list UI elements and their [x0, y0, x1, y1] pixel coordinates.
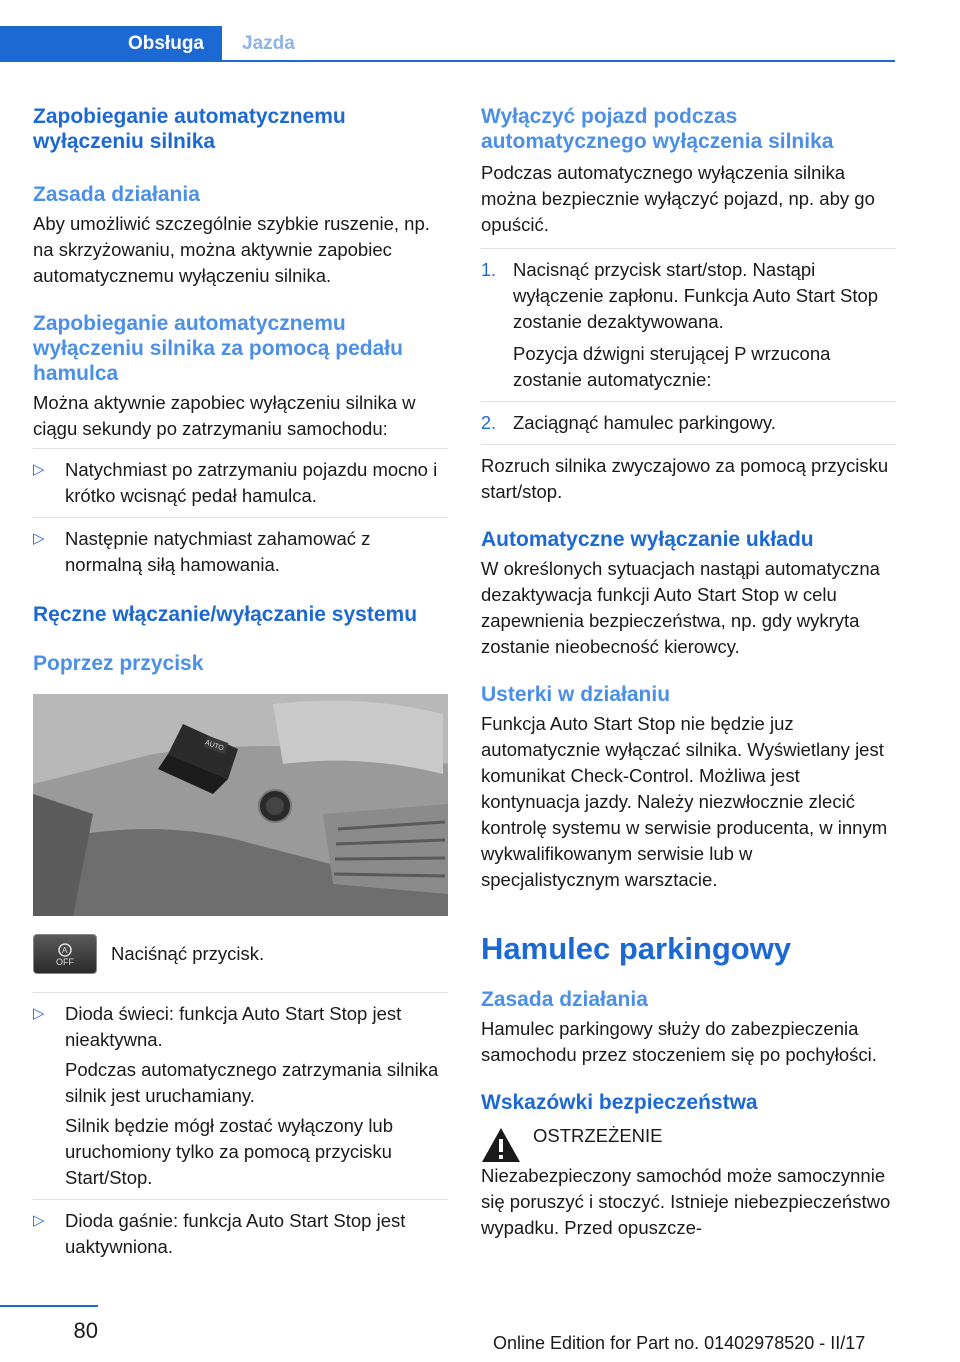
paragraph-brake: Można aktywnie zapobiec wyłączeniu silnika w ciągu sekundy po zatrzymaniu samochodu:	[33, 392, 416, 439]
bullet-text: Dioda świeci: funkcja Auto Start Stop jest nieaktywna.	[65, 1003, 402, 1050]
heading-brake-pedal: Zapobieganie automatycznemu wyłączeniu silnika za pomocą pedału hamulca	[33, 312, 403, 385]
paragraph-malfunction: Funkcja Auto Start Stop nie będzie juz automatycznie wyłączać silnika. Wyświetlany jest komunikat Check-Control. Możliwa jest kontynuacja jazdy. Należy niezwłocznie zlecić kontrolę systemu w serwisie producenta, w innym wykwalifikowanym serwisie lub w specjalistycznym warsztacie.	[481, 713, 888, 890]
divider	[33, 517, 448, 518]
bullet-text: Natychmiast po zatrzymaniu pojazdu mocno i krótko wcisnąć pedał hamulca.	[65, 459, 438, 506]
step-number: 2.	[481, 413, 497, 433]
numbered-step	[481, 410, 896, 436]
step-text: Nacisnąć przycisk start/stop. Nastąpi wyłączenie zapłonu. Funkcja Auto Start Stop zostanie dezaktywowana.	[513, 259, 879, 332]
auto-start-stop-off-icon	[33, 934, 97, 974]
dashboard-photo	[33, 694, 448, 916]
step-subtext: Pozycja dźwigni sterującej P wrzucona zostanie automatycznie:	[513, 343, 831, 390]
list-item	[33, 1208, 448, 1260]
heading-prevent-auto-off: Zapobieganie automatycznemu wyłączeniu silnika	[33, 105, 346, 153]
left-column	[33, 96, 448, 1260]
heading-auto-disable: Automatyczne wyłączanie układu	[481, 528, 814, 551]
divider	[33, 448, 448, 449]
bullet-text: Następnie natychmiast zahamować z normalną siłą hamowania.	[65, 528, 371, 575]
off-label: OFF	[56, 956, 74, 967]
caption-press-button: Naciśnąć przycisk.	[111, 943, 265, 964]
heading-malfunction: Usterki w działaniu	[481, 683, 671, 706]
auto-start-stop-symbol-icon	[55, 942, 75, 958]
heading-safety: Wskazówki bezpieczeństwa	[481, 1091, 758, 1114]
list-item	[33, 457, 448, 509]
divider	[481, 444, 896, 445]
bullet-text: Dioda gaśnie: funkcja Auto Start Stop jest uaktywniona.	[65, 1210, 406, 1257]
tab-underline	[222, 60, 895, 62]
heading-parking-brake: Hamulec parkingowy	[481, 931, 792, 966]
paragraph-principle: Aby umożliwić szczególnie szybkie ruszenie, np. na skrzyżowaniu, można aktywnie zapobiec automatycznemu wyłączeniu silnika.	[33, 213, 430, 286]
tab-obsluga[interactable]: Obsługa	[0, 26, 222, 62]
heading-via-button: Poprzez przycisk	[33, 652, 204, 675]
divider	[33, 992, 448, 993]
warning-text: Niezabezpieczony samochód może samoczynnie się poruszyć i stoczyć. Istnieje niebezpieczeństwo wypadku. Przed opuszcze-	[481, 1165, 891, 1238]
paragraph-parking-brake: Hamulec parkingowy służy do zabezpieczenia samochodu przez stoczeniem się po pochyłości.	[481, 1018, 877, 1065]
warning-triangle-icon	[481, 1127, 521, 1163]
list-item	[33, 526, 448, 578]
edition-footer: Online Edition for Part no. 01402978520 - II/17	[493, 1333, 866, 1353]
page-number: 80	[73, 1318, 98, 1343]
right-column	[481, 96, 896, 1241]
step-text: Zaciągnąć hamulec parkingowy.	[513, 412, 776, 433]
heading-principle: Zasada działania	[33, 183, 200, 206]
heading-principle-2: Zasada działania	[481, 988, 648, 1011]
warning-block	[481, 1123, 896, 1163]
bullet-subtext: Podczas automatycznego zatrzymania silnika silnik jest uruchamiany.	[65, 1059, 439, 1106]
bullet-triangle-icon: ▷	[33, 1005, 45, 1022]
bullet-triangle-icon: ▷	[33, 461, 45, 478]
divider	[481, 401, 896, 402]
footer-line	[0, 1305, 98, 1307]
dashboard-illustration	[33, 694, 448, 916]
bullet-triangle-icon: ▷	[33, 530, 45, 547]
paragraph-auto-disable: W określonych sytuacjach nastąpi automatyczna dezaktywacja funkcji Auto Start Stop w celu zapewnienia bezpieczeństwa, np. gdy wykryta zostanie nieobecność kierowcy.	[481, 558, 880, 657]
divider	[33, 1199, 448, 1200]
warning-title: OSTRZEŻENIE	[533, 1125, 663, 1146]
heading-switch-off-vehicle: Wyłączyć pojazd podczas automatycznego wyłączenia silnika	[481, 105, 834, 153]
heading-manual-toggle: Ręczne włączanie/wyłączanie systemu	[33, 603, 418, 626]
paragraph-restart: Rozruch silnika zwyczajowo za pomocą przycisku start/stop.	[481, 455, 889, 502]
numbered-step	[481, 257, 896, 393]
list-item	[33, 1001, 448, 1191]
bullet-subtext: Silnik będzie mógł zostać wyłączony lub uruchomiony tylko za pomocą przycisku Start/Stop.	[65, 1115, 394, 1188]
button-caption-row	[33, 934, 448, 974]
header-tabs	[0, 0, 895, 62]
bullet-triangle-icon: ▷	[33, 1212, 45, 1229]
divider	[481, 248, 896, 249]
step-number: 1.	[481, 260, 497, 280]
paragraph-switch-off: Podczas automatycznego wyłączenia silnika można bezpiecznie wyłączyć pojazd, np. aby go opuścić.	[481, 162, 875, 235]
svg-text:A: A	[62, 945, 68, 955]
tab-jazda[interactable]: Jazda	[242, 33, 295, 54]
auto-label: AUTO	[203, 739, 225, 753]
